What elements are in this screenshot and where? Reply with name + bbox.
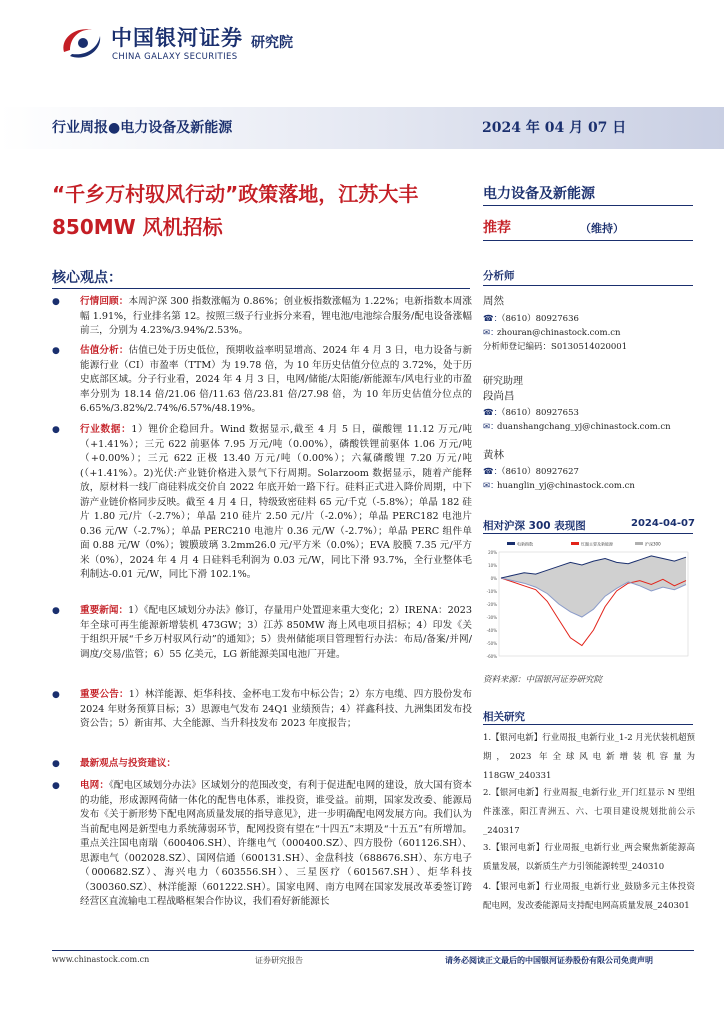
assistant-phone: ☎：（8610）80927627 [483, 467, 579, 477]
institute-label: 研究院 [251, 35, 293, 51]
bullet-icon: ● [52, 781, 60, 791]
relative-performance-chart [483, 538, 693, 666]
divider [483, 724, 693, 725]
bullet-icon: ● [52, 606, 60, 616]
phone-icon: ☎： [483, 314, 503, 324]
divider [483, 205, 693, 206]
footer-divider [52, 950, 694, 951]
divider [483, 240, 693, 241]
y-tick-label: -20% [486, 602, 497, 607]
y-tick-label: 10% [488, 563, 497, 568]
chart-title: 相对沪深 300 表现图 [483, 520, 586, 532]
legend-swatch [571, 542, 579, 545]
analyst-phone: ☎：（8610）80927636 [483, 314, 579, 324]
chart-source: 资料来源：中国银河证券研究院 [483, 675, 603, 685]
email-icon: ✉： [483, 328, 499, 338]
related-report-link[interactable]: 1.【银河电新】行业周报_电新行业_1-2 月光伏装机超预期，2023 年全球风电新增装机容量为 118GW_240331 [483, 733, 695, 781]
bullet-icon: ● [52, 297, 60, 307]
y-tick-label: -60% [486, 654, 497, 659]
bullet-icon: ● [52, 346, 60, 356]
analyst-name: 周然 [483, 295, 504, 307]
bullet-investment-heading: ● 最新观点与投资建议： [52, 757, 472, 772]
footer-report-type: 证券研究报告 [255, 956, 303, 965]
analyst-heading: 分析师 [483, 270, 515, 282]
assistant-name: 段尚昌 [483, 390, 515, 402]
legend-swatch [635, 542, 643, 545]
y-tick-label: -10% [486, 589, 497, 594]
bullet-icon: ● [52, 759, 60, 769]
rating-label: 推荐 [483, 220, 511, 236]
y-tick-label: 0% [490, 576, 497, 581]
y-tick-label: 20% [488, 550, 497, 555]
galaxy-logo-icon [56, 22, 106, 66]
divider [483, 285, 693, 286]
divider [52, 288, 470, 289]
chart-date: 2024-04-07 [631, 518, 695, 529]
assistant-email[interactable]: ✉：duanshangchang_yj@chinastock.com.cn [483, 422, 671, 432]
bullet-news: ● 重要新闻：1）《配电区域划分办法》修订，存量用户处置迎来重大变化；2）IRENA：2023 年全球可再生能源新增装机 473GW；3）江苏 850MW 海上风电项目招标；4）印发《关于组织开展“千乡万村驭风行动”的通知》；5）贵州储能项目管理暂行办法：布局/备案/并网/调度/交易/监管；6）55 亿美元，LG 新能源美国电池厂开建。 [52, 605, 472, 660]
bullet-icon: ● [52, 425, 60, 435]
related-report-link[interactable]: 3.【银河电新】行业周报_电新行业_两会聚焦新能源高质量发展，以新质生产力引领能源转型_240310 [483, 843, 695, 872]
related-research-heading: 相关研究 [483, 711, 525, 723]
footer-url[interactable]: www.chinastock.com.cn [52, 955, 150, 964]
related-report-link[interactable]: 2.【银河电新】行业周报_电新行业_开门红显示 N 型组件涨涨，阳江青洲五、六、七项目建设规划批前公示_240317 [483, 788, 695, 836]
legend-label: 电新指数 [517, 541, 533, 547]
assistant-heading: 研究助理 [483, 376, 523, 387]
analyst-email[interactable]: ✉：zhouran@chinastock.com.cn [483, 328, 621, 338]
y-tick-label: -40% [486, 628, 497, 633]
sector-label: 电力设备及新能源 [483, 186, 595, 202]
related-report-link[interactable]: 4.【银河电新】行业周报_电新行业_鼓励多元主体投资配电网，发改委能源局支持配电网高质量发展_240301 [483, 882, 695, 911]
bullet-market-review: ● 行情回顾：本周沪深 300 指数涨幅为 0.86%；创业板指数涨幅为 1.22%；电新指数本周涨幅 1.91%，行业排名第 12。按照三级子行业拆分来看，锂电池/电池综合服务/配电设备涨幅前三，分别为 4.23%/3.94%/2.53%。 [52, 296, 473, 336]
phone-icon: ☎： [483, 408, 503, 418]
series-area [501, 556, 686, 617]
report-type: 行业周报●电力设备及新能源 [52, 120, 233, 136]
legend-label: 沪深300 [645, 541, 661, 547]
report-date: 2024 年 04 月 07 日 [482, 120, 627, 136]
legend-swatch [507, 542, 515, 545]
y-tick-label: -50% [486, 641, 497, 646]
company-name-en: CHINA GALAXY SECURITIES [112, 52, 238, 62]
analyst-registration: 分析师登记编码：S0130514020001 [483, 342, 628, 352]
core-views-heading: 核心观点： [52, 270, 122, 286]
report-title: “千乡万村驭风行动”政策落地，江苏大丰 850MW 风机招标 [52, 182, 419, 239]
bullet-icon: ● [52, 690, 60, 700]
bullet-announcements: ● 重要公告：1）林洋能源、炬华科技、金杯电工发布中标公告；2）东方电缆、四方股份发布 2024 年财务预算目标；3）思源电气发布 24Q1 业绩预告；4）祥鑫科技、九洲集团发布投资公告；5）新宙邦、大全能源、当升科技发布 2023 年度报告； [52, 689, 473, 729]
rating-status: （维持） [580, 222, 624, 235]
assistant-phone: ☎：（8610）80927653 [483, 408, 579, 418]
bullet-grid: ● 电网：《配电区域划分办法》区域划分的范围改变，有利于促进配电网的建设，放大国有资本的功能，形成源网荷储一体化的配售电体系，谁投资，谁受益。前期，国家发改委、能源局发布《关于新形势下配电网高质量发展的指导意见》，进一步明确配电网发展方向。我们认为当前配电网是新型电力系统薄弱环节，配网投资有望在“十四五”末期及“十五五”有所增加。重点关注国电南瑞（600406.SH）、许继电气（000400.SZ）、四方股份（601126.SH）、思源电气（002028.SZ）、国网信通（600131.SH）、金盘科技（688676.SH）、东方电子（000682.SZ）、海兴电力（603556.SH）、三星医疗（601567.SH）、炬华科技（300360.SZ）、林洋能源（601222.SH）。国家电网、南方电网在国家发展改革委签订跨经营区直流输电工程战略框架合作协议，我们看好新能源长 [52, 780, 473, 907]
company-name: 中国银河证券 [111, 26, 243, 50]
bullet-valuation: ● 估值分析：估值已处于历史低位，预期收益率明显增高、2024 年 4 月 3 日，电力设备与新能源行业（CI）市盈率（TTM）为 19.78 倍，为 10 年历史估值分位点的 3.72%，处于历史底部区域。分子行业看，2024 年 4 月 3 日，电网/储能/太阳能/新能源车/风电行业的市盈率分别为 18.14 倍/21.06 倍/11.63 倍/23.81 倍/27.98 倍，为 10 年历史估值分位点的 6.65%/3.82%/2.74%/6.57%/48.19%。 [52, 345, 473, 414]
phone-icon: ☎： [483, 467, 503, 477]
bullet-industry-data: ● 行业数据：1）锂价企稳回升。Wind 数据显示,截至 4 月 5 日，碳酸锂 11.12 万元/吨（+1.41%）；三元 622 前驱体 7.95 万元/吨（0.00%），磷酸铁锂前驱体 1.06 万元/吨（+0.00%）；三元 622 正极 13.40 万元/吨（0.00%）；六氟磷酸锂 7.20 万元/吨(（+1.41%）。2)光伏:产业链价格进入景气下行周期。Solarzoom 数据显示，随着产能释放，原材料一线厂商硅料成交价自 2022 年底开始一路下行。硅料正式进入降价周期，中下游产业链价格同步反映。截至 4 月 4 日，特级致密硅料 65 元/千克（-5.8%）；单晶 182 硅片 1.80 元/片（-2.7%）；单晶 210 硅片 2.50 元/片（-2.0%）；单晶 PERC182 电池片 0.36 元/W（-2.7%）；单晶 PERC210 电池片 0.36 元/W（-2.7%）；单晶 PERC 组件单面 0.88 元/W（0%）；镀膜玻璃 3.2mm26.0 元/平方米（0.0%）；EVA 胶膜 7.35 元/平方米（0%），2024 年 4 月 4 日硅料毛利润为 0.03 元/W，同比下滑 93.7%，全行业整体毛利制达-0.01 元/W，同比下滑 102.1%。 [52, 424, 472, 580]
assistant-name: 黄林 [483, 449, 504, 461]
divider [483, 533, 693, 534]
email-icon: ✉： [483, 422, 499, 432]
y-tick-label: -30% [486, 615, 497, 620]
email-icon: ✉： [483, 481, 499, 491]
legend-label: 红圈主要及新能源 [581, 541, 613, 547]
assistant-email[interactable]: ✉：huanglin_yj@chinastock.com.cn [483, 481, 635, 491]
footer-disclaimer: 请务必阅读正文最后的中国银河证券股份有限公司免责声明 [445, 956, 653, 965]
